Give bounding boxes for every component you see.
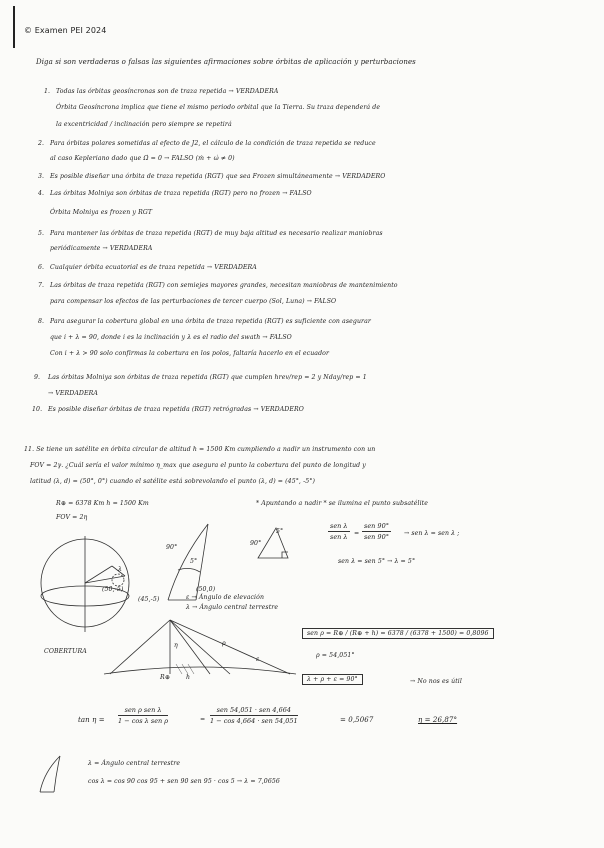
eta-result: η = 26,87° [418,716,458,724]
problem-line: FOV = 2γ. ¿Cuál sería el valor mínimo η_max que asegura el punto la cobertura del punto de longitud y [30,462,366,469]
statement-text: Para mantener las órbitas de traza repetida (RGT) de muy baja altitud es necesario realizar maniobras [50,230,383,237]
statement-text: Con i + λ > 90 solo confirmas la cobertura en los polos, faltaría hacerlo en el ecuador [50,350,330,357]
nadir-note: * Apuntando a nadir * se ilumina el punto subsatélite [256,500,429,507]
label-90-a: 90° [166,544,178,551]
label-earth-radius: R⊕ [160,674,171,681]
statement-text: Órbita Molniya es frozen y RGT [50,209,153,216]
statement-number: 8. [38,318,45,325]
statement-text: Las órbitas Molniya son órbitas de traza repetida (RGT) pero no frozen → FALSO [50,190,312,197]
sine-law-right-num: sen 90° [364,522,389,530]
statement-text: → VERDADERA [48,390,98,397]
statement-number: 10. [32,406,43,413]
tan-eta-fraction-2 [210,706,298,725]
sine-law-right-den: sen 90° [364,533,389,541]
statement-number: 1. [44,88,51,95]
label-point-b: (45,-5) [138,596,160,603]
coverage-label: COBERTURA [44,648,87,655]
statement-number: 7. [38,282,45,289]
problem-line: latitud (λ, d) = (50°, 0°) cuando el satélite está sobrevolando el punto (λ, d) = (45°, -5°) [30,478,316,485]
rho-equation: sen ρ = R⊕ / (R⊕ + h) = 6378 / (6378 + 1500) = 0,8096 [302,628,494,639]
problem-line: 11. Se tiene un satélite en órbita circular de altitud h = 1500 Km cumpliendo a nadir un instrumento con un [24,446,376,453]
statement-number: 3. [38,173,45,180]
tan-eta-result: = 0,5067 [340,716,374,724]
sine-law-left-num: sen λ [330,522,348,530]
equals-sign: = [354,530,360,537]
label-90-b: 90° [250,540,262,547]
angle-sum-equation: λ + ρ + ε = 90° [302,674,363,685]
cosine-law-equation: cos λ = cos 90 cos 95 + sen 90 sen 95 · cos 5 → λ = 7,0656 [88,778,280,785]
label-eta: η [174,642,178,649]
margin-line [13,6,15,48]
sine-law-left [328,522,350,541]
label-lambda: λ [118,566,123,573]
label-epsilon: ε [256,656,260,663]
statement-text: Es posible diseñar órbitas de traza repetida (RGT) retrógradas → VERDADERO [48,406,304,413]
statement-text: para compensar los efectos de las perturbaciones de tercer cuerpo (Sol, Luna) → FALSO [50,298,337,305]
statement-number: 6. [38,264,45,271]
label-rho: ρ [222,640,226,647]
central-angle-note: λ → Ángulo central terrestre [186,604,279,611]
given-values: R⊕ = 6378 Km h = 1500 Km [56,500,149,507]
coverage-geometry-diagram [100,614,300,682]
tan-eta-fraction-1 [118,706,168,725]
statement-text: que i + λ = 90, donde i es la inclinación y λ es el radio del swath → FALSO [50,334,292,341]
lambda-definition: λ = Ángulo central terrestre [88,760,181,767]
tan-num-2: sen 54,051 · sen 4,664 [210,706,298,716]
label-point-a: (50,0) [196,586,216,593]
tan-den-1: 1 − cos λ sen ρ [118,717,169,725]
tan-eta-label: tan η = [78,716,105,724]
given-fov: FOV = 2η [56,514,88,521]
statement-number: 5. [38,230,45,237]
tan-den-2: 1 − cos 4,664 · sen 54,051 [210,717,298,725]
statement-text: Órbita Geosíncrona implica que tiene el mismo periodo orbital que la Tierra. Su traza dependerá de [56,104,381,111]
rho-value: ρ = 54,051° [316,652,355,659]
statement-text: al caso Kepleriano dado que Ω̇ = 0 → FALSO (ṁ + ω̇ ≠ 0) [50,155,235,162]
label-5-a: 5° [190,558,198,565]
sine-law-right [362,522,391,541]
page-title: © Examen PEI 2024 [24,26,107,35]
label-point-c: (50,-5) [102,586,124,593]
equals-sign: = [200,716,206,723]
statement-text: Para asegurar la cobertura global en una órbita de traza repetida (RGT) es suficiente con asegurar [50,318,371,325]
sine-law-left-den: sen λ [330,533,348,541]
intro-text: Diga si son verdaderas o falsas las siguientes afirmaciones sobre órbitas de aplicación y perturbaciones [36,58,416,66]
statement-number: 2. [38,140,45,147]
statement-text: Es posible diseñar una órbita de traza repetida (RGT) que sea Frozen simultáneamente → VERDADERO [50,173,386,180]
elevation-angle-note: ε → Ángulo de elevación [186,594,265,601]
statement-number: 4. [38,190,45,197]
label-altitude: h [186,674,191,681]
small-spherical-sketch [34,752,80,798]
statement-text: Las órbitas de traza repetida (RGT) con semiejes mayores grandes, necesitan maniobras de mantenimiento [50,282,398,289]
nadir-conclusion: → No nos es útil [410,678,462,685]
statement-text: Para órbitas polares sometidas al efecto de J2, el cálculo de la condición de traza repetida se reduce [50,140,376,147]
statement-text: Todas las órbitas geosíncronas son de traza repetida → VERDADERA [56,88,279,95]
statement-text: periódicamente → VERDADERA [50,245,153,252]
statement-number: 9. [34,374,41,381]
tan-num-1: sen ρ sen λ [118,706,168,716]
sin5-equation: sen λ = sen 5° → λ = 5° [338,558,416,565]
statement-text: Cualquier órbita ecuatorial es de traza repetida → VERDADERA [50,264,257,271]
statement-text: la excentricidad / inclinación pero siempre se repetirá [56,121,232,128]
sine-law-result: → sen λ = sen λ ; [404,530,460,537]
statement-text: Las órbitas Molniya son órbitas de traza repetida (RGT) que cumplen hrev/rep = 2 y Nday/rep = 1 [48,374,367,381]
label-5-b: 5° [276,528,284,535]
